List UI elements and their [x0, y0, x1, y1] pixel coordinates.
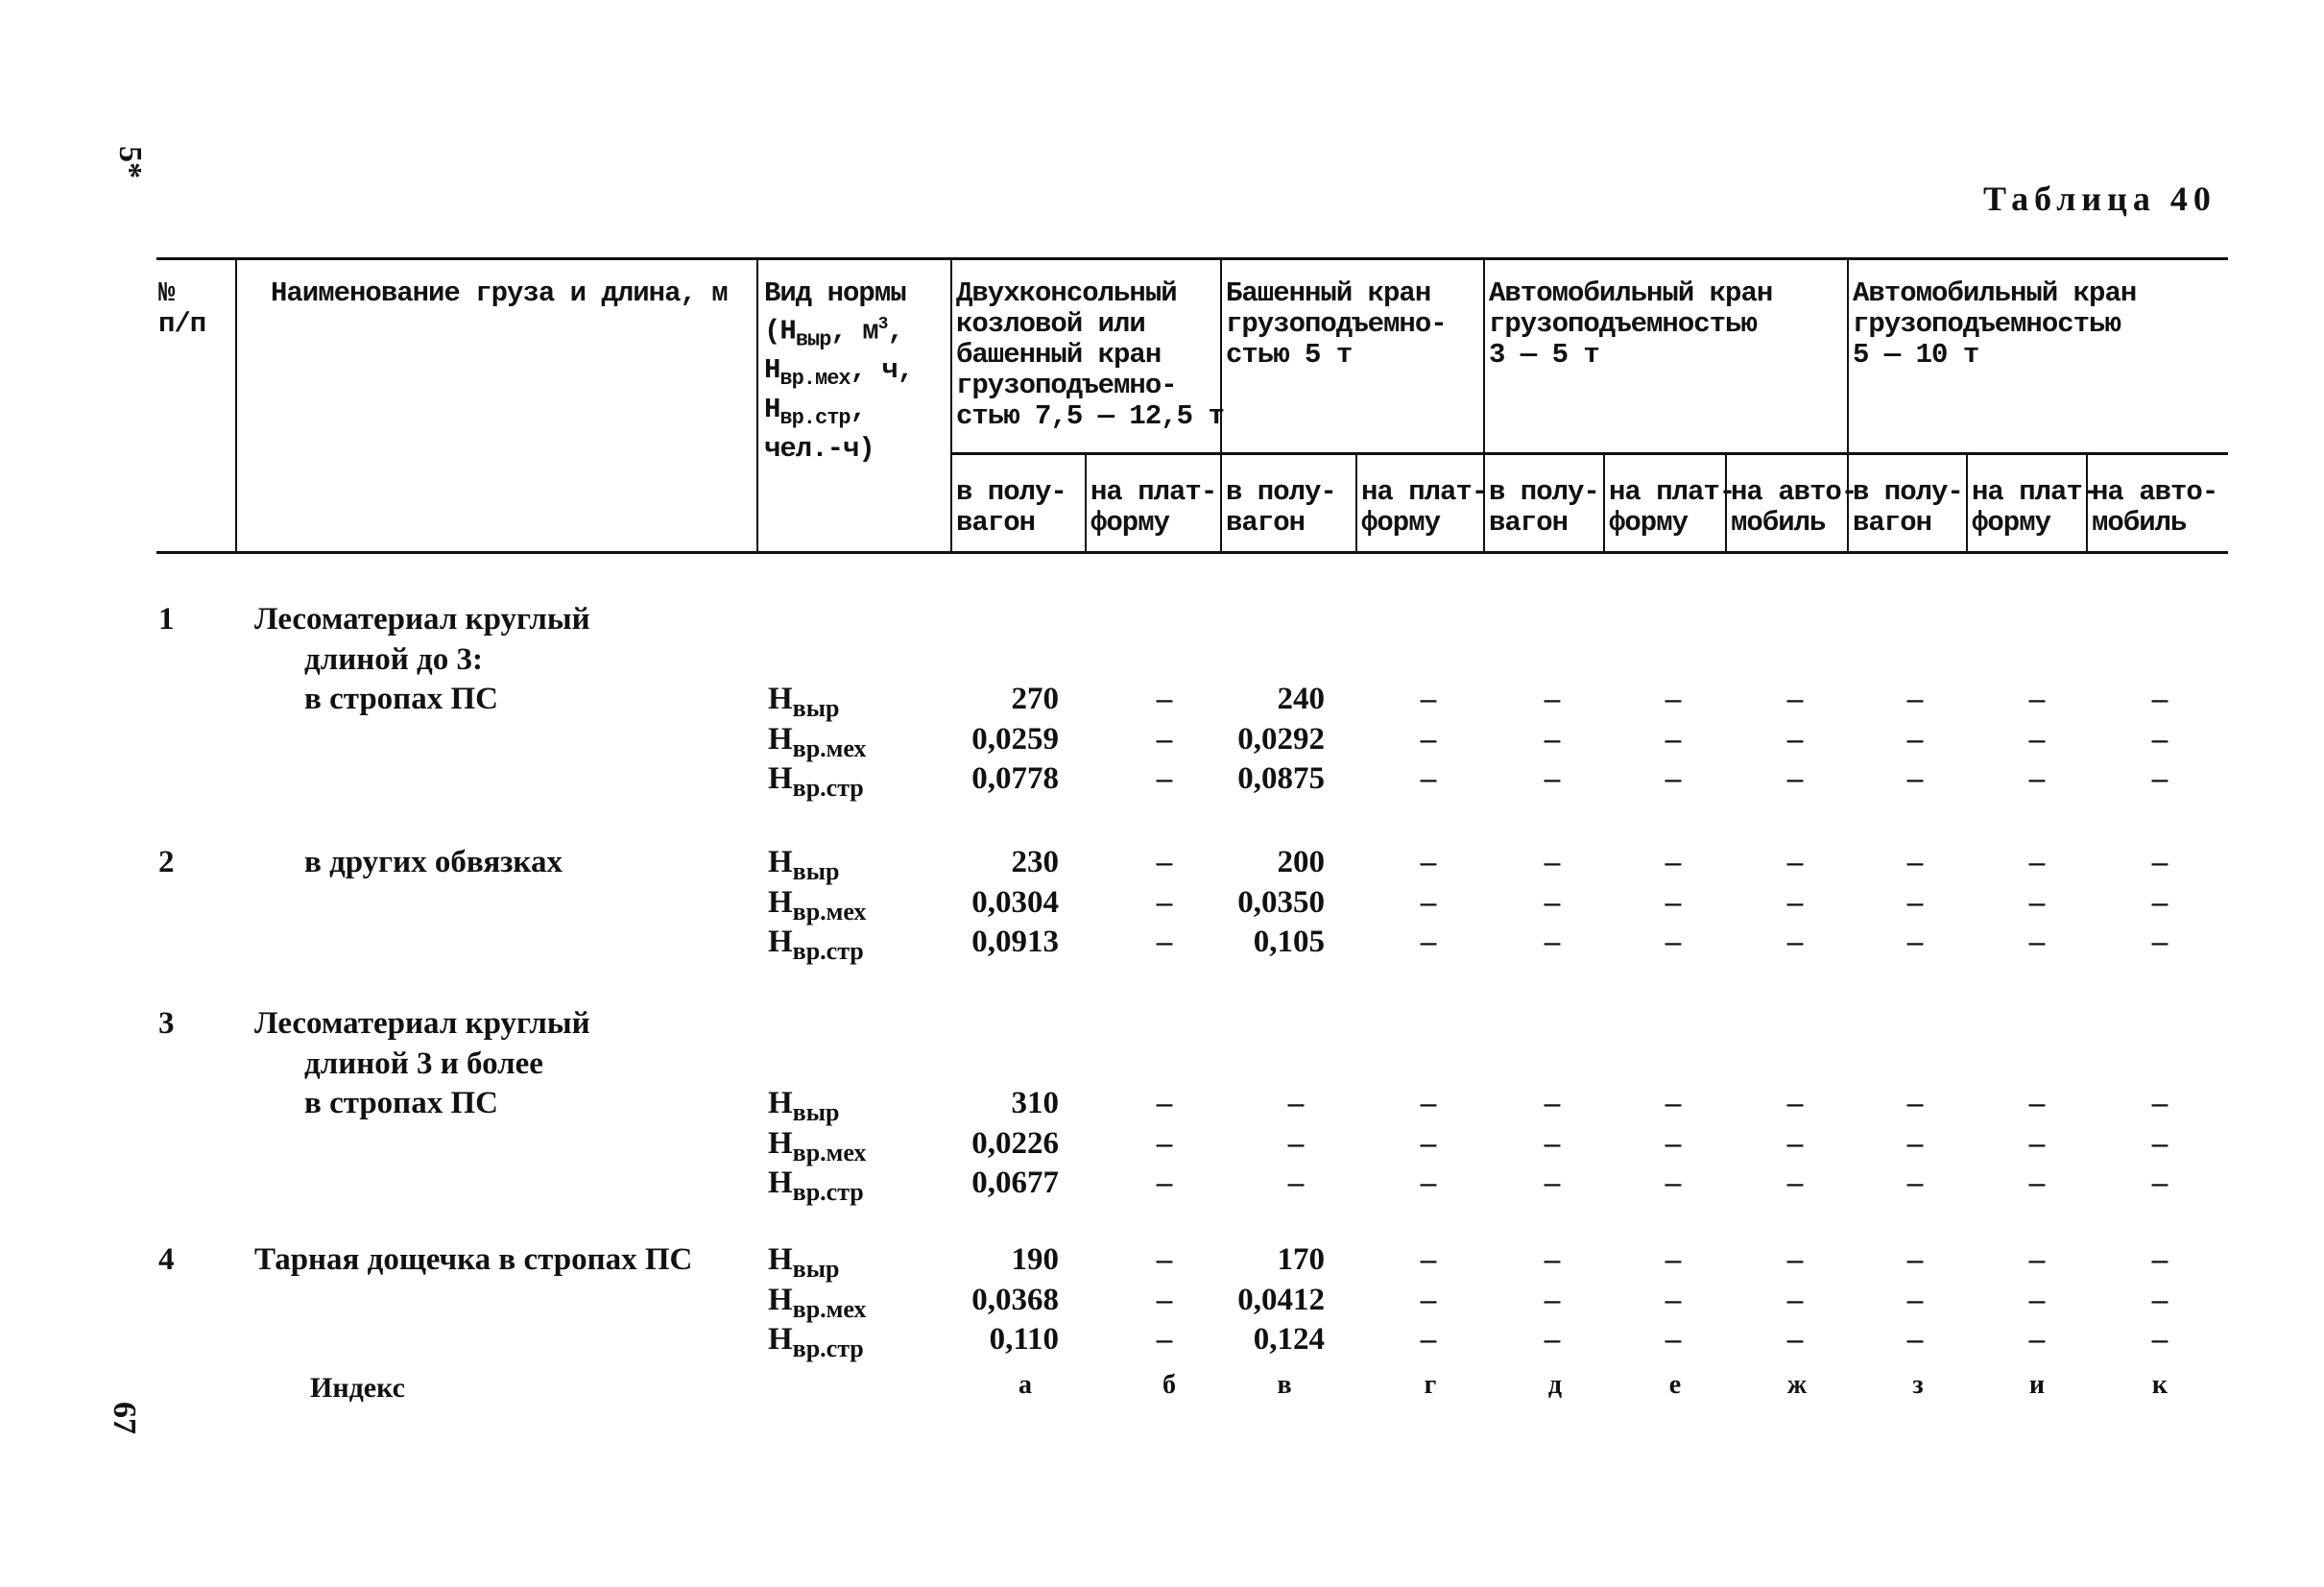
index-letter: ж — [1786, 1370, 1808, 1400]
header-bottom-rule — [156, 551, 2228, 554]
subheader-b: на плат- форму — [1090, 476, 1217, 539]
value-cell: – — [2028, 1242, 2046, 1277]
row-name-line: в других обвязках — [304, 845, 563, 879]
value-cell: 0,105 — [1253, 925, 1325, 959]
value-cell: – — [1786, 1322, 1804, 1357]
value-cell: – — [1420, 1282, 1437, 1317]
value-cell: – — [1906, 1086, 1924, 1120]
col-divider — [756, 257, 758, 553]
norm-label: $Н_{вр.мех}$ — [768, 884, 867, 926]
value-cell: 0,0913 — [971, 925, 1059, 959]
value-cell: – — [1420, 1166, 1437, 1200]
value-cell: – — [1420, 1242, 1437, 1277]
value-cell: – — [1906, 1242, 1924, 1277]
row-number: 4 — [158, 1242, 175, 1277]
row-name-line: Лесоматериал круглый — [254, 1006, 590, 1041]
value-cell: 270 — [1011, 682, 1059, 716]
value-cell: 0,0778 — [971, 761, 1059, 796]
value-cell: – — [1420, 1322, 1437, 1357]
value-cell: – — [1665, 1166, 1682, 1200]
norm-label: $Н_{вр.стр}$ — [768, 761, 864, 802]
value-cell: – — [1544, 1322, 1561, 1357]
col-divider — [235, 257, 237, 553]
value-cell: 0,0304 — [971, 884, 1059, 920]
value-cell: 190 — [1011, 1242, 1059, 1277]
index-letter: б — [1162, 1370, 1176, 1400]
value-cell: – — [1544, 682, 1561, 716]
index-letter: г — [1424, 1370, 1437, 1400]
subheader-g: на плат- форму — [1361, 476, 1488, 539]
value-cell: – — [1665, 1125, 1682, 1161]
value-cell: – — [1544, 845, 1561, 879]
norm-label: $Н_{выр}$ — [768, 845, 840, 885]
value-cell: 0,0226 — [971, 1125, 1059, 1161]
header-group-dvuhkonsolny: Двухконсольный козловой или башенный кран грузоподъемно- стью 7,5 — 12,5 т — [956, 277, 1224, 432]
value-cell: – — [1665, 1242, 1682, 1277]
value-cell: – — [1156, 1086, 1173, 1120]
value-cell: – — [2151, 1166, 2168, 1200]
value-cell: – — [1786, 1125, 1804, 1161]
norm-label: $Н_{выр}$ — [768, 1242, 840, 1283]
value-cell: – — [1906, 1322, 1924, 1357]
norm-label: $Н_{вр.стр}$ — [768, 925, 864, 965]
value-cell: – — [1544, 761, 1561, 796]
header-group-bashenny: Башенный кран грузоподъемно- стью 5 т — [1226, 277, 1447, 371]
value-cell: – — [1544, 1166, 1561, 1200]
value-cell: – — [1420, 925, 1437, 959]
row-number: 3 — [158, 1006, 175, 1041]
col-divider — [1355, 452, 1357, 553]
value-cell: – — [1665, 1282, 1682, 1317]
value-cell: – — [2151, 1125, 2168, 1161]
value-cell: 200 — [1277, 845, 1325, 879]
norm-label: $Н_{выр}$ — [768, 1086, 840, 1126]
value-cell: 0,0350 — [1237, 884, 1325, 920]
value-cell: – — [1786, 1282, 1804, 1317]
index-letter: а — [1018, 1370, 1032, 1400]
value-cell: – — [1906, 925, 1924, 959]
value-cell: – — [1665, 682, 1682, 716]
top-margin-mark: 5* — [112, 146, 148, 179]
norm-label: $Н_{вр.мех}$ — [768, 1282, 867, 1323]
value-cell: 240 — [1277, 682, 1325, 716]
value-cell: – — [1786, 1242, 1804, 1277]
index-letter: в — [1277, 1370, 1292, 1400]
row-name-line: в стропах ПС — [304, 682, 498, 716]
header-col-norm: Вид нормы ($Н_{выр}$, $м^3$, $Н_{вр.мех}$, ч, $Н_{вр.стр}$, чел.-ч) — [764, 277, 914, 466]
value-cell: – — [2028, 925, 2046, 959]
index-letter: е — [1668, 1370, 1682, 1400]
value-cell: – — [1156, 1166, 1173, 1200]
value-cell: – — [2028, 1282, 2046, 1317]
row-name-line: длиной до 3: — [304, 641, 483, 677]
value-cell: – — [1665, 884, 1682, 920]
value-cell: – — [1544, 925, 1561, 959]
value-cell: – — [2151, 925, 2168, 959]
table-title: Таблица 40 — [1983, 180, 2216, 218]
value-cell: – — [1665, 925, 1682, 959]
value-cell: – — [1786, 845, 1804, 879]
value-cell: – — [1665, 845, 1682, 879]
value-cell: – — [1156, 1125, 1173, 1161]
value-cell: – — [1287, 1125, 1305, 1161]
value-cell: 230 — [1011, 845, 1059, 879]
value-cell: – — [1420, 761, 1437, 796]
value-cell: – — [1420, 1086, 1437, 1120]
value-cell: – — [1544, 1125, 1561, 1161]
value-cell: – — [1786, 1086, 1804, 1120]
value-cell: – — [2028, 1086, 2046, 1120]
value-cell: – — [2028, 721, 2046, 757]
value-cell: – — [1665, 1086, 1682, 1120]
value-cell: 0,0259 — [971, 721, 1059, 757]
value-cell: – — [1906, 682, 1924, 716]
value-cell: – — [2028, 761, 2046, 796]
index-letter: к — [2151, 1370, 2168, 1400]
value-cell: – — [1287, 1086, 1305, 1120]
value-cell: – — [1906, 761, 1924, 796]
value-cell: – — [1156, 1242, 1173, 1277]
index-label: Индекс — [310, 1372, 405, 1404]
value-cell: – — [1420, 884, 1437, 920]
value-cell: – — [2151, 761, 2168, 796]
value-cell: – — [1420, 682, 1437, 716]
value-cell: – — [1544, 1086, 1561, 1120]
subheader-a: в полу- вагон — [956, 476, 1066, 539]
value-cell: – — [2028, 1166, 2046, 1200]
value-cell: – — [1786, 682, 1804, 716]
index-letter: з — [1912, 1370, 1924, 1400]
value-cell: 170 — [1277, 1242, 1325, 1277]
value-cell: – — [2028, 1125, 2046, 1161]
value-cell: – — [2028, 682, 2046, 716]
value-cell: – — [1420, 721, 1437, 757]
table-top-rule — [156, 257, 2228, 260]
row-name-line: в стропах ПС — [304, 1086, 498, 1120]
norm-label: $Н_{вр.стр}$ — [768, 1166, 864, 1206]
row-number: 2 — [158, 845, 175, 879]
value-cell: – — [1544, 884, 1561, 920]
value-cell: – — [1665, 721, 1682, 757]
value-cell: – — [1906, 1166, 1924, 1200]
col-divider — [1603, 452, 1605, 553]
col-divider — [950, 257, 952, 553]
value-cell: 0,0677 — [971, 1166, 1059, 1200]
value-cell: – — [1156, 682, 1173, 716]
value-cell: – — [1906, 721, 1924, 757]
header-col-name: Наименование груза и длина, м — [271, 277, 728, 309]
value-cell: – — [1156, 761, 1173, 796]
value-cell: – — [2151, 884, 2168, 920]
value-cell: – — [1287, 1166, 1305, 1200]
value-cell: – — [1420, 1125, 1437, 1161]
col-divider — [1966, 452, 1968, 553]
value-cell: – — [2151, 1086, 2168, 1120]
value-cell: – — [1544, 1242, 1561, 1277]
value-cell: 0,124 — [1253, 1322, 1325, 1357]
subheader-v: в полу- вагон — [1226, 476, 1336, 539]
value-cell: – — [1544, 1282, 1561, 1317]
subheader-z: в полу- вагон — [1853, 476, 1963, 539]
value-cell: – — [2028, 1322, 2046, 1357]
header-group-avto-5-10: Автомобильный кран грузоподъемностью 5 — 10 т — [1853, 277, 2137, 371]
value-cell: – — [2151, 682, 2168, 716]
value-cell: – — [1156, 845, 1173, 879]
value-cell: – — [1906, 1282, 1924, 1317]
value-cell: – — [1906, 1125, 1924, 1161]
row-name-line: длиной 3 и более — [304, 1046, 543, 1081]
value-cell: – — [1786, 761, 1804, 796]
value-cell: 0,0292 — [1237, 721, 1325, 757]
norm-label: $Н_{вр.стр}$ — [768, 1322, 864, 1362]
value-cell: – — [1786, 884, 1804, 920]
row-number: 1 — [158, 602, 175, 637]
value-cell: – — [1906, 884, 1924, 920]
header-group-avto-3-5: Автомобильный кран грузоподъемностью 3 — 5 т — [1489, 277, 1773, 371]
value-cell: – — [1156, 1282, 1173, 1317]
value-cell: – — [1786, 1166, 1804, 1200]
value-cell: – — [1420, 845, 1437, 879]
value-cell: – — [1786, 721, 1804, 757]
value-cell: – — [1156, 721, 1173, 757]
subheader-e: на плат- форму — [1609, 476, 1736, 539]
value-cell: – — [2028, 845, 2046, 879]
col-divider — [1085, 452, 1087, 553]
value-cell: – — [1156, 1322, 1173, 1357]
value-cell: – — [2151, 1322, 2168, 1357]
subheader-d: в полу- вагон — [1489, 476, 1599, 539]
value-cell: – — [1544, 721, 1561, 757]
header-col-num: № п/п — [158, 277, 206, 340]
value-cell: 0,110 — [989, 1322, 1059, 1357]
value-cell: 0,0875 — [1237, 761, 1325, 796]
value-cell: – — [1156, 925, 1173, 959]
value-cell: – — [1665, 761, 1682, 796]
value-cell: 0,0412 — [1237, 1282, 1325, 1317]
value-cell: 0,0368 — [971, 1282, 1059, 1317]
value-cell: – — [1665, 1322, 1682, 1357]
value-cell: – — [2151, 845, 2168, 879]
index-letter: и — [2028, 1370, 2046, 1400]
value-cell: – — [2151, 721, 2168, 757]
value-cell: – — [2151, 1242, 2168, 1277]
subheader-k: на авто- мобиль — [2092, 476, 2218, 539]
norm-label: $Н_{вр.мех}$ — [768, 721, 867, 762]
row-name-line: Лесоматериал круглый — [254, 602, 590, 637]
value-cell: – — [1906, 845, 1924, 879]
value-cell: – — [2151, 1282, 2168, 1317]
row-name-line: Тарная дощечка в стропах ПС — [254, 1242, 693, 1277]
value-cell: – — [1786, 925, 1804, 959]
subheader-rule — [950, 452, 2228, 455]
subheader-zh: на авто- мобиль — [1731, 476, 1857, 539]
page-number: 67 — [107, 1402, 142, 1434]
index-letter: д — [1547, 1370, 1563, 1400]
norm-label: $Н_{выр}$ — [768, 682, 840, 722]
value-cell: 310 — [1011, 1086, 1059, 1120]
norm-label: $Н_{вр.мех}$ — [768, 1125, 867, 1166]
value-cell: – — [2028, 884, 2046, 920]
subheader-i: на плат- форму — [1972, 476, 2098, 539]
value-cell: – — [1156, 884, 1173, 920]
